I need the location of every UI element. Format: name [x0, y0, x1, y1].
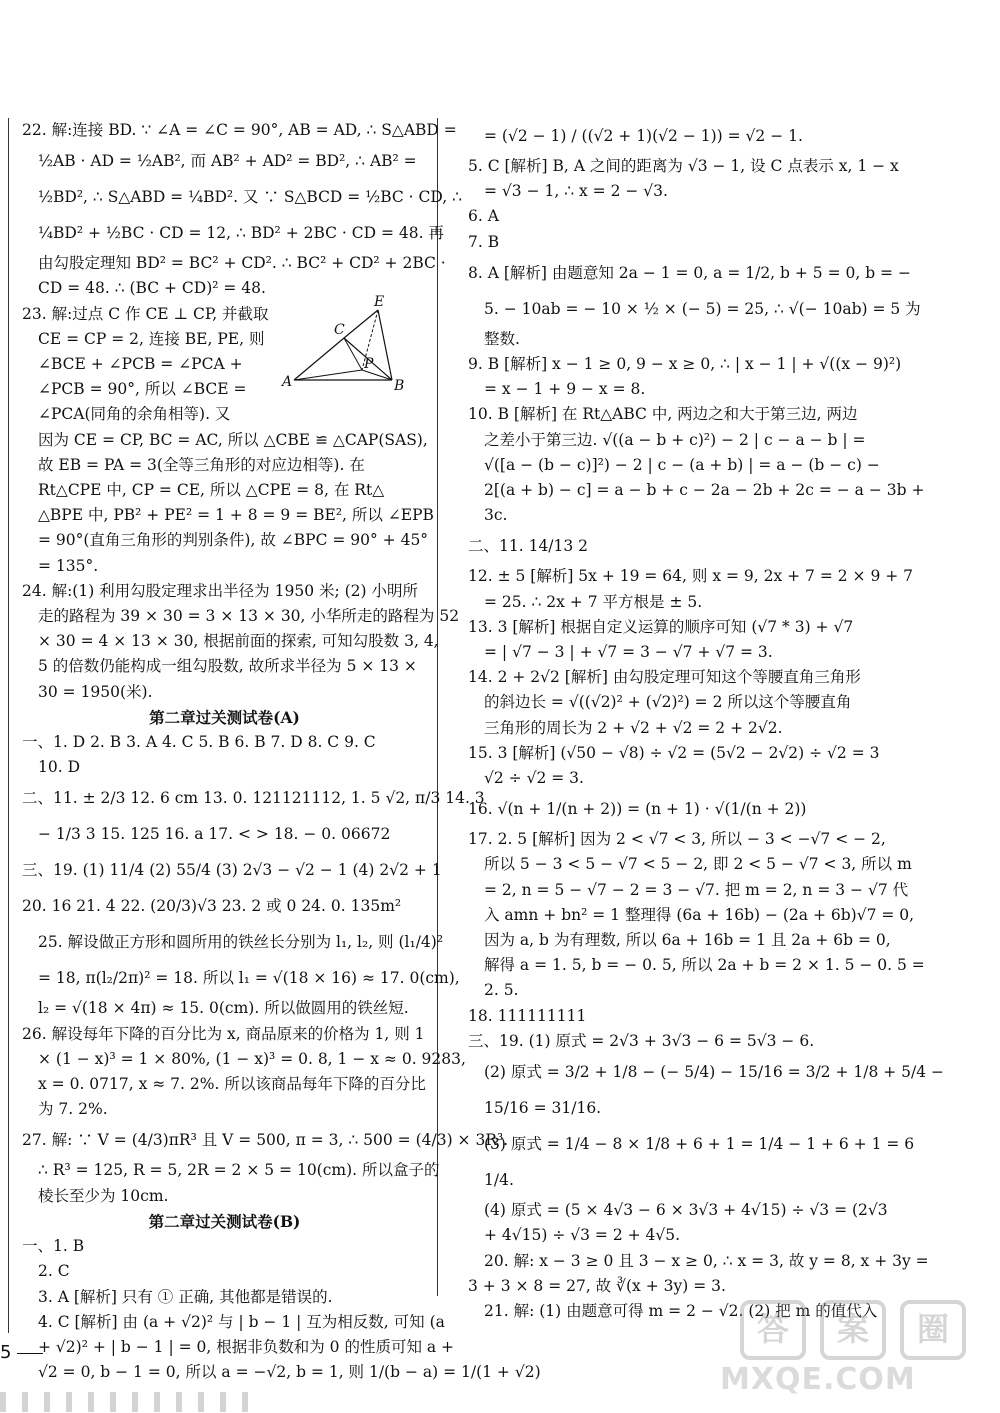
section-heading: 第二章过关测试卷(A) — [149, 707, 300, 727]
text-line: 由勾股定理知 BD² = BC² + CD². ∴ BC² + CD² + 2BC · — [38, 254, 446, 273]
text-line: 21. 解: (1) 由题意可得 m = 2 − √2. (2) 把 m 的值代入 — [484, 1301, 878, 1320]
text-line: 解得 a = 1. 5, b = − 0. 5, 所以 2a + b = 2 × 1. 5 − 0. 5 = — [484, 956, 925, 975]
text-line: (3) 原式 = 1/4 − 8 × 1/8 + 6 + 1 = 1/4 − 1 + 6 + 1 = 6 — [484, 1135, 915, 1154]
text-line: = 135°. — [38, 556, 99, 575]
text-line: 5. − 10ab = − 10 × ½ × (− 5) = 25, ∴ √(− 10ab) = 5 为 — [484, 299, 921, 318]
text-line: 7. B — [468, 232, 500, 251]
text-line: = (√2 − 1) / ((√2 + 1)(√2 − 1)) = √2 − 1. — [484, 127, 803, 145]
text-line: √2 ÷ √2 = 3. — [484, 769, 584, 788]
text-line: 入 amn + bn² = 1 整理得 (6a + 16b) − (2a + 6b)√7 = 0, — [484, 905, 915, 924]
text-line: 的斜边长 = √((√2)² + (√2)²) = 2 所以这个等腰直角 — [484, 693, 852, 712]
text-line: 15. 3 [解析] (√50 − √8) ÷ √2 = (5√2 − 2√2) ÷ √2 = 3 — [468, 743, 880, 762]
text-line: 4. C [解析] 由 (a + √2)² 与 | b − 1 | 互为相反数, 可知 (a — [38, 1312, 445, 1331]
text-line: ∠PCB = 90°, 所以 ∠BCE = — [38, 380, 247, 399]
text-line: ¼BD² + ½BC · CD = 12, ∴ BD² + 2BC · CD = 48. 再 — [38, 224, 444, 243]
scan-artifact — [0, 1392, 250, 1412]
text-line: × 30 = 4 × 13 × 30, 根据前面的探索, 可知勾股数 3, 4, — [38, 632, 439, 651]
text-line: 10. D — [38, 758, 81, 777]
text-line: 30 = 1950(米). — [38, 682, 153, 701]
text-line: = x − 1 + 9 − x = 8. — [484, 380, 646, 399]
text-line: 一、1. B — [22, 1237, 85, 1256]
text-line: 三角形的周长为 2 + √2 + √2 = 2 + 2√2. — [484, 718, 783, 737]
text-line: 5 的倍数仍能构成一组勾股数, 故所求半径为 5 × 13 × — [38, 657, 417, 676]
label-b: B — [394, 378, 405, 394]
text-line: 26. 解设每年下降的百分比为 x, 商品原来的价格为 1, 则 1 — [22, 1024, 425, 1043]
text-line: √2 = 0, b − 1 = 0, 所以 a = −√2, b = 1, 则 1/(b − a) = 1/(1 + √2) — [38, 1363, 541, 1382]
text-line: 三、19. (1) 原式 = 2√3 + 3√3 − 6 = 5√3 − 6. — [468, 1031, 815, 1050]
text-line: x = 0. 0717, x ≈ 7. 2%. 所以该商品每年下降的百分比 — [38, 1075, 426, 1094]
text-line: ∠BCE + ∠PCB = ∠PCA + — [38, 355, 243, 374]
text-line: ∠PCA(同角的余角相等). 又 — [38, 405, 231, 424]
text-line: 25. 解设做正方形和圆所用的铁丝长分别为 l₁, l₂, 则 (l₁/4)² — [38, 933, 444, 952]
watermark — [720, 1300, 990, 1400]
text-line: 棱长至少为 10cm. — [38, 1186, 169, 1205]
segment-ce — [344, 310, 378, 338]
text-line: = 18, π(l₂/2π)² = 18. 所以 l₁ = √(18 × 16) ≈ 17. 0(cm), — [38, 969, 460, 988]
text-line: 为 7. 2%. — [38, 1100, 108, 1119]
label-e: E — [374, 294, 385, 310]
text-line: 10. B [解析] 在 Rt△ABC 中, 两边之和大于第三边, 两边 — [468, 405, 858, 424]
text-line: 13. 3 [解析] 根据自定义运算的顺序可知 (√7 * 3) + √7 — [468, 617, 854, 636]
text-line: 27. 解: ∵ V = (4/3)πR³ 且 V = 500, π = 3, ∴ 500 = (4/3) × 3R³. — [22, 1131, 509, 1150]
text-line: 15/16 = 31/16. — [484, 1099, 602, 1118]
column-divider — [8, 118, 9, 1333]
text-line: 二、11. 14/13 2 — [468, 537, 589, 556]
text-line: 2. C — [38, 1262, 70, 1281]
text-line: 8. A [解析] 由题意知 2a − 1 = 0, a = 1/2, b + 5 = 0, b = − — [468, 263, 911, 282]
text-line: Rt△CPE 中, CP = CE, 所以 △CPE = 8, 在 Rt△ — [38, 481, 385, 500]
text-line: ½AB · AD = ½AB², 而 AB² + AD² = BD², ∴ AB² = — [38, 152, 417, 171]
text-line: = | √7 − 3 | + √7 = 3 − √7 + √7 = 3. — [484, 643, 773, 662]
text-line: + √2)² + | b − 1 | = 0, 根据非负数和为 0 的性质可知 a + — [38, 1337, 455, 1356]
text-line: (2) 原式 = 3/2 + 1/8 − (− 5/4) − 15/16 = 3/2 + 1/8 + 5/4 − — [484, 1063, 945, 1082]
text-line: 因为 CE = CP, BC = AC, 所以 △CBE ≌ △CAP(SAS), — [38, 430, 428, 449]
section-heading: 第二章过关测试卷(B) — [148, 1211, 301, 1231]
text-line: 整数. — [484, 329, 520, 348]
text-line: 走的路程为 39 × 30 = 3 × 13 × 30, 小华所走的路程为 52 — [38, 607, 460, 626]
watermark-site: MXQE.COM — [720, 1362, 916, 1397]
text-line: + 4√15) ÷ √3 = 2 + 4√5. — [484, 1226, 681, 1245]
watermark-badge-1: 答 — [740, 1300, 806, 1360]
text-line: 2[(a + b) − c] = a − b + c − 2a − 2b + 2c = − a − 3b + — [484, 481, 925, 500]
text-line: 12. ± 5 [解析] 5x + 19 = 64, 则 x = 9, 2x + 7 = 2 × 9 + 7 — [468, 567, 914, 586]
page-number: 5 — [0, 1342, 43, 1363]
column-divider — [437, 118, 438, 1296]
right-column — [468, 118, 945, 1324]
label-c: C — [334, 322, 345, 338]
segment-cp — [344, 338, 362, 370]
text-line: = 2, n = 5 − √7 − 2 = 3 − √7. 把 m = 2, n = 3 − √7 代 — [484, 880, 909, 899]
watermark-badge-3: 圈 — [900, 1300, 966, 1360]
text-line: 16. √(n + 1/(n + 2)) = (n + 1) · √(1/(n + 2)) — [468, 800, 807, 819]
text-line: △BPE 中, PB² + PE² = 1 + 8 = 9 = BE², 所以 ∠EPB — [38, 506, 434, 525]
text-line: 17. 2. 5 [解析] 因为 2 < √7 < 3, 所以 − 3 < −√7 < − 2, — [468, 830, 886, 849]
text-line: 18. 111111111 — [468, 1006, 587, 1025]
text-line: 所以 5 − 3 < 5 − √7 < 5 − 2, 即 2 < 5 − √7 < 3, 所以 m — [484, 855, 912, 874]
text-line: 一、1. D 2. B 3. A 4. C 5. B 6. B 7. D 8. C 9. C — [22, 733, 376, 752]
label-a: A — [282, 374, 293, 390]
text-line: 三、19. (1) 11/4 (2) 55/4 (3) 2√3 − √2 − 1 (4) 2√2 + 1 — [22, 861, 442, 880]
text-line: 2. 5. — [484, 981, 519, 1000]
text-line: (4) 原式 = (5 × 4√3 − 6 × 3√3 + 4√15) ÷ √3 = (2√3 — [484, 1201, 888, 1220]
text-line: 5. C [解析] B, A 之间的距离为 √3 − 1, 设 C 点表示 x, 1 − x — [468, 157, 899, 175]
text-line: 之差小于第三边. √((a − b + c)²) − 2 | c − a − b | = — [484, 430, 866, 449]
text-line: CD = 48. ∴ (BC + CD)² = 48. — [38, 279, 266, 298]
text-line: × (1 − x)³ = 1 × 80%, (1 − x)³ = 0. 8, 1 − x ≈ 0. 9283, — [38, 1049, 466, 1068]
text-line: 6. A — [468, 207, 499, 226]
text-line: 因为 a, b 为有理数, 所以 6a + 16b = 1 且 2a + 6b = 0, — [484, 931, 891, 950]
watermark-badge-2: 案 — [820, 1300, 886, 1360]
triangle-diagram — [280, 296, 410, 396]
text-line: 9. B [解析] x − 1 ≥ 0, 9 − x ≥ 0, ∴ | x − 1 | + √((x − 9)²) — [468, 355, 902, 374]
text-line: √([a − (b − c)]²) − 2 | c − (a + b) | = a − (b − c) − — [484, 455, 880, 474]
text-line: 22. 解:连接 BD. ∵ ∠A = ∠C = 90°, AB = AD, ∴ S△ABD = — [22, 121, 457, 139]
text-line: = √3 − 1, ∴ x = 2 − √3. — [484, 182, 668, 201]
triangle-figure — [280, 296, 410, 396]
text-line: 20. 16 21. 4 22. (20/3)√3 23. 2 或 0 24. 0. 135m² — [22, 897, 402, 916]
label-p: P — [364, 356, 374, 372]
text-line: 23. 解:过点 C 作 CE ⊥ CP, 并截取 — [22, 304, 269, 323]
text-line: = 90°(直角三角形的判别条件), 故 ∠BPC = 90° + 45° — [38, 531, 429, 550]
text-line: 24. 解:(1) 利用勾股定理求出半径为 1950 米; (2) 小明所 — [22, 581, 419, 600]
text-line: 14. 2 + 2√2 [解析] 由勾股定理可知这个等腰直角三角形 — [468, 668, 861, 687]
text-line: − 1/3 3 15. 125 16. a 17. < > 18. − 0. 06672 — [38, 825, 391, 844]
text-line: 二、11. ± 2/3 12. 6 cm 13. 0. 121121112, 1. 5 √2, π/3 14. 3 — [22, 789, 485, 808]
text-line: 3c. — [484, 506, 508, 525]
text-line: 故 EB = PA = 3(全等三角形的对应边相等). 在 — [38, 455, 365, 474]
text-line: ∴ R³ = 125, R = 5, 2R = 2 × 5 = 10(cm). 所以盒子的 — [38, 1161, 440, 1180]
text-line: = 25. ∴ 2x + 7 平方根是 ± 5. — [484, 592, 703, 611]
text-line: 1/4. — [484, 1171, 514, 1190]
text-line: l₂ = √(18 × 4π) ≈ 15. 0(cm). 所以做圆用的铁丝短. — [38, 999, 409, 1018]
text-line: 3 + 3 × 8 = 27, 故 ∛(x + 3y) = 3. — [468, 1276, 726, 1295]
text-line: CE = CP = 2, 连接 BE, PE, 则 — [38, 329, 265, 348]
text-line: ½BD², ∴ S△ABD = ¼BD². 又 ∵ S△BCD = ½BC · CD, ∴ — [38, 188, 462, 207]
text-line: 3. A [解析] 只有 ① 正确, 其他都是错误的. — [38, 1287, 333, 1306]
text-line: 20. 解: x − 3 ≥ 0 且 3 − x ≥ 0, ∴ x = 3, 故 y = 8, x + 3y = — [484, 1251, 929, 1270]
